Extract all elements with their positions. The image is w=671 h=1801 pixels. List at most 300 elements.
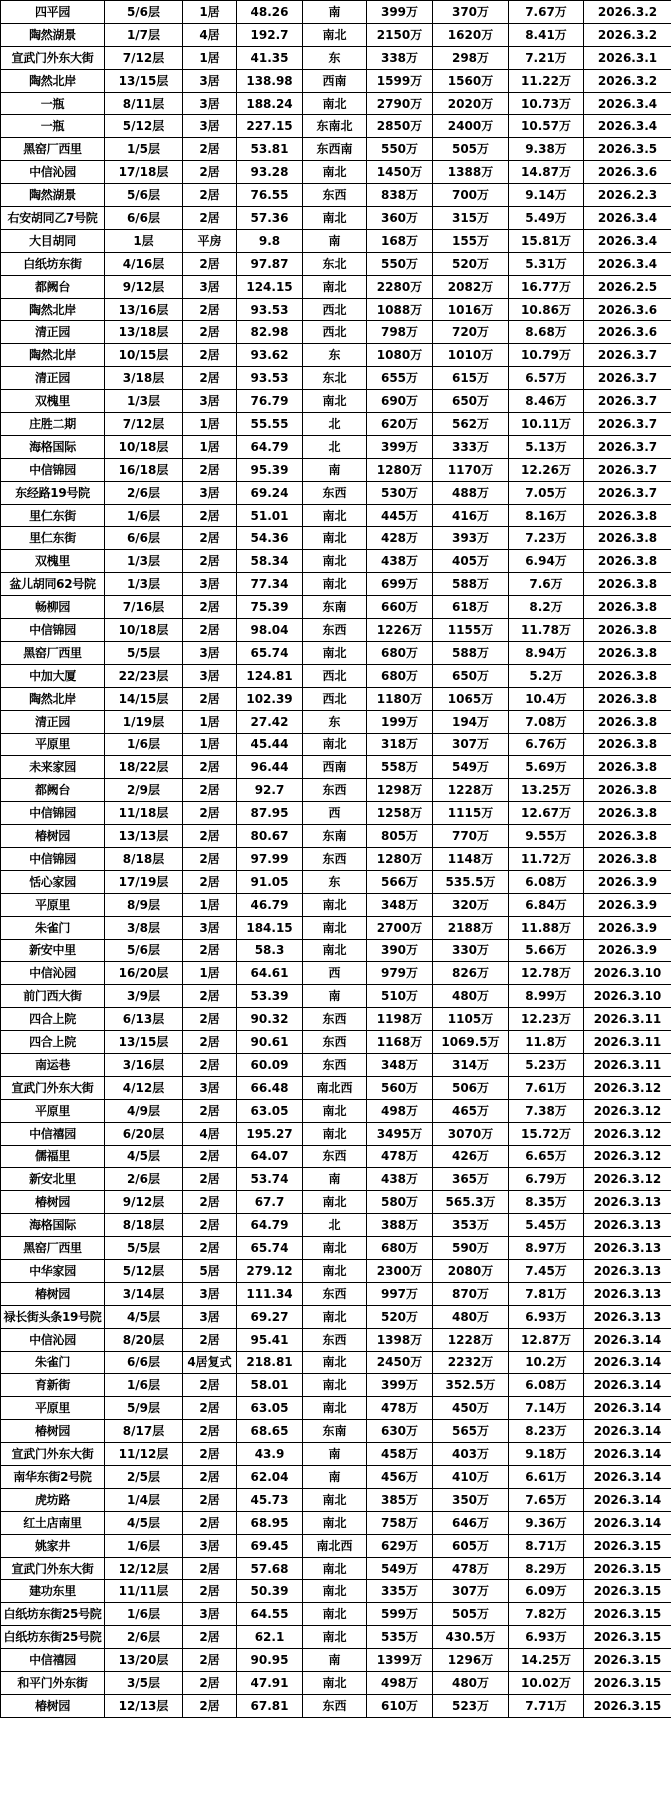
floor-cell: 4/9层 xyxy=(105,1099,183,1122)
orientation-cell: 南北 xyxy=(303,1603,367,1626)
deal-price-cell: 155万 xyxy=(433,229,509,252)
table-row xyxy=(1,1374,671,1397)
table-row xyxy=(1,1145,671,1168)
listed-price-cell: 1088万 xyxy=(367,298,433,321)
unit-price-cell: 6.84万 xyxy=(509,893,584,916)
table-row xyxy=(1,344,671,367)
deal-price-cell: 1155万 xyxy=(433,619,509,642)
deal-date-cell: 2026.3.2 xyxy=(584,69,671,92)
deal-date-cell: 2026.3.10 xyxy=(584,962,671,985)
floor-cell: 9/12层 xyxy=(105,1191,183,1214)
listed-price-cell: 630万 xyxy=(367,1420,433,1443)
table-row xyxy=(1,1282,671,1305)
community-name-cell: 陶然北岸 xyxy=(1,687,105,710)
unit-price-cell: 5.31万 xyxy=(509,252,584,275)
deal-price-cell: 770万 xyxy=(433,825,509,848)
floor-cell: 5/6层 xyxy=(105,1,183,24)
orientation-cell: 东西 xyxy=(303,1328,367,1351)
area-cell: 64.61 xyxy=(237,962,303,985)
community-name-cell: 平原里 xyxy=(1,1099,105,1122)
orientation-cell: 南北 xyxy=(303,1191,367,1214)
deal-price-cell: 2080万 xyxy=(433,1259,509,1282)
floor-cell: 5/12层 xyxy=(105,1259,183,1282)
deal-price-cell: 549万 xyxy=(433,756,509,779)
floor-cell: 11/18层 xyxy=(105,802,183,825)
floor-cell: 13/20层 xyxy=(105,1649,183,1672)
area-cell: 87.95 xyxy=(237,802,303,825)
unit-price-cell: 11.78万 xyxy=(509,619,584,642)
unit-price-cell: 5.23万 xyxy=(509,1053,584,1076)
layout-cell: 2居 xyxy=(183,1649,237,1672)
listed-price-cell: 498万 xyxy=(367,1672,433,1695)
orientation-cell: 东西 xyxy=(303,1694,367,1717)
unit-price-cell: 7.65万 xyxy=(509,1488,584,1511)
deal-date-cell: 2026.3.13 xyxy=(584,1214,671,1237)
community-name-cell: 中信沁园 xyxy=(1,962,105,985)
orientation-cell: 南 xyxy=(303,1,367,24)
deal-date-cell: 2026.3.4 xyxy=(584,252,671,275)
community-name-cell: 清正园 xyxy=(1,321,105,344)
table-row xyxy=(1,893,671,916)
area-cell: 63.05 xyxy=(237,1099,303,1122)
listed-price-cell: 399万 xyxy=(367,1374,433,1397)
listed-price-cell: 318万 xyxy=(367,733,433,756)
area-cell: 64.55 xyxy=(237,1603,303,1626)
listed-price-cell: 438万 xyxy=(367,1168,433,1191)
area-cell: 47.91 xyxy=(237,1672,303,1695)
deal-price-cell: 2188万 xyxy=(433,916,509,939)
layout-cell: 2居 xyxy=(183,1694,237,1717)
community-name-cell: 陶然湖景 xyxy=(1,184,105,207)
community-name-cell: 清正园 xyxy=(1,710,105,733)
deal-date-cell: 2026.2.5 xyxy=(584,275,671,298)
deal-date-cell: 2026.3.13 xyxy=(584,1282,671,1305)
area-cell: 45.73 xyxy=(237,1488,303,1511)
listed-price-cell: 680万 xyxy=(367,1237,433,1260)
area-cell: 93.53 xyxy=(237,298,303,321)
layout-cell: 2居 xyxy=(183,847,237,870)
orientation-cell: 南北 xyxy=(303,92,367,115)
layout-cell: 3居 xyxy=(183,641,237,664)
unit-price-cell: 8.41万 xyxy=(509,23,584,46)
deal-price-cell: 700万 xyxy=(433,184,509,207)
floor-cell: 8/18层 xyxy=(105,847,183,870)
orientation-cell: 东西 xyxy=(303,847,367,870)
area-cell: 64.79 xyxy=(237,435,303,458)
layout-cell: 1居 xyxy=(183,46,237,69)
table-row xyxy=(1,138,671,161)
listed-price-cell: 399万 xyxy=(367,1,433,24)
community-name-cell: 未来家园 xyxy=(1,756,105,779)
floor-cell: 13/15层 xyxy=(105,1031,183,1054)
deal-date-cell: 2026.3.8 xyxy=(584,756,671,779)
layout-cell: 4居复式 xyxy=(183,1351,237,1374)
unit-price-cell: 13.25万 xyxy=(509,779,584,802)
deal-price-cell: 3070万 xyxy=(433,1122,509,1145)
layout-cell: 1居 xyxy=(183,893,237,916)
community-name-cell: 中信锦园 xyxy=(1,458,105,481)
orientation-cell: 东 xyxy=(303,344,367,367)
table-row xyxy=(1,802,671,825)
unit-price-cell: 5.49万 xyxy=(509,207,584,230)
deal-date-cell: 2026.3.14 xyxy=(584,1328,671,1351)
floor-cell: 5/6层 xyxy=(105,184,183,207)
listed-price-cell: 3495万 xyxy=(367,1122,433,1145)
orientation-cell: 西南 xyxy=(303,756,367,779)
layout-cell: 2居 xyxy=(183,1191,237,1214)
unit-price-cell: 6.08万 xyxy=(509,1374,584,1397)
area-cell: 102.39 xyxy=(237,687,303,710)
area-cell: 95.41 xyxy=(237,1328,303,1351)
deal-date-cell: 2026.3.15 xyxy=(584,1649,671,1672)
layout-cell: 1居 xyxy=(183,733,237,756)
deal-date-cell: 2026.3.7 xyxy=(584,390,671,413)
deal-price-cell: 480万 xyxy=(433,1672,509,1695)
community-name-cell: 陶然北岸 xyxy=(1,298,105,321)
listed-price-cell: 566万 xyxy=(367,870,433,893)
unit-price-cell: 8.71万 xyxy=(509,1534,584,1557)
deal-price-cell: 520万 xyxy=(433,252,509,275)
orientation-cell: 西北 xyxy=(303,298,367,321)
listed-price-cell: 558万 xyxy=(367,756,433,779)
layout-cell: 2居 xyxy=(183,161,237,184)
table-row xyxy=(1,481,671,504)
unit-price-cell: 8.46万 xyxy=(509,390,584,413)
deal-date-cell: 2026.3.9 xyxy=(584,916,671,939)
area-cell: 279.12 xyxy=(237,1259,303,1282)
orientation-cell: 南北西 xyxy=(303,1534,367,1557)
deal-date-cell: 2026.3.15 xyxy=(584,1694,671,1717)
listing-table-body xyxy=(1,1,671,1718)
deal-date-cell: 2026.3.14 xyxy=(584,1466,671,1489)
floor-cell: 2/6层 xyxy=(105,481,183,504)
floor-cell: 4/5层 xyxy=(105,1145,183,1168)
floor-cell: 13/18层 xyxy=(105,321,183,344)
table-row xyxy=(1,1626,671,1649)
deal-date-cell: 2026.3.15 xyxy=(584,1603,671,1626)
listed-price-cell: 498万 xyxy=(367,1099,433,1122)
community-name-cell: 中信锦园 xyxy=(1,802,105,825)
deal-price-cell: 1065万 xyxy=(433,687,509,710)
listed-price-cell: 620万 xyxy=(367,413,433,436)
community-name-cell: 陶然湖景 xyxy=(1,23,105,46)
unit-price-cell: 6.61万 xyxy=(509,1466,584,1489)
listed-price-cell: 2790万 xyxy=(367,92,433,115)
deal-price-cell: 2232万 xyxy=(433,1351,509,1374)
unit-price-cell: 6.94万 xyxy=(509,550,584,573)
deal-date-cell: 2026.3.9 xyxy=(584,893,671,916)
community-name-cell: 清正园 xyxy=(1,367,105,390)
deal-price-cell: 450万 xyxy=(433,1397,509,1420)
listed-price-cell: 385万 xyxy=(367,1488,433,1511)
deal-date-cell: 2026.3.8 xyxy=(584,641,671,664)
orientation-cell: 南北 xyxy=(303,1511,367,1534)
deal-price-cell: 2400万 xyxy=(433,115,509,138)
community-name-cell: 右安胡同乙7号院 xyxy=(1,207,105,230)
unit-price-cell: 5.45万 xyxy=(509,1214,584,1237)
area-cell: 188.24 xyxy=(237,92,303,115)
floor-cell: 11/12层 xyxy=(105,1443,183,1466)
floor-cell: 13/15层 xyxy=(105,69,183,92)
floor-cell: 5/6层 xyxy=(105,939,183,962)
deal-price-cell: 826万 xyxy=(433,962,509,985)
listed-price-cell: 1398万 xyxy=(367,1328,433,1351)
unit-price-cell: 9.18万 xyxy=(509,1443,584,1466)
community-name-cell: 宣武门外东大街 xyxy=(1,46,105,69)
community-name-cell: 中信禧园 xyxy=(1,1122,105,1145)
layout-cell: 3居 xyxy=(183,916,237,939)
unit-price-cell: 10.73万 xyxy=(509,92,584,115)
table-row xyxy=(1,413,671,436)
listed-price-cell: 1399万 xyxy=(367,1649,433,1672)
layout-cell: 2居 xyxy=(183,1626,237,1649)
floor-cell: 13/16层 xyxy=(105,298,183,321)
listed-price-cell: 2850万 xyxy=(367,115,433,138)
table-row xyxy=(1,596,671,619)
orientation-cell: 东西 xyxy=(303,619,367,642)
listed-price-cell: 338万 xyxy=(367,46,433,69)
community-name-cell: 平原里 xyxy=(1,893,105,916)
unit-price-cell: 9.55万 xyxy=(509,825,584,848)
deal-price-cell: 410万 xyxy=(433,1466,509,1489)
community-name-cell: 陶然北岸 xyxy=(1,69,105,92)
listed-price-cell: 530万 xyxy=(367,481,433,504)
layout-cell: 2居 xyxy=(183,1237,237,1260)
unit-price-cell: 10.11万 xyxy=(509,413,584,436)
orientation-cell: 北 xyxy=(303,413,367,436)
area-cell: 91.05 xyxy=(237,870,303,893)
unit-price-cell: 10.57万 xyxy=(509,115,584,138)
listed-price-cell: 838万 xyxy=(367,184,433,207)
listed-price-cell: 1280万 xyxy=(367,458,433,481)
unit-price-cell: 14.25万 xyxy=(509,1649,584,1672)
orientation-cell: 南北 xyxy=(303,23,367,46)
table-row xyxy=(1,252,671,275)
listed-price-cell: 335万 xyxy=(367,1580,433,1603)
floor-cell: 6/20层 xyxy=(105,1122,183,1145)
table-row xyxy=(1,1122,671,1145)
deal-date-cell: 2026.3.8 xyxy=(584,779,671,802)
orientation-cell: 南北 xyxy=(303,1305,367,1328)
table-row xyxy=(1,321,671,344)
area-cell: 51.01 xyxy=(237,504,303,527)
layout-cell: 2居 xyxy=(183,1328,237,1351)
community-name-cell: 禄长街头条19号院 xyxy=(1,1305,105,1328)
listed-price-cell: 1258万 xyxy=(367,802,433,825)
listed-price-cell: 510万 xyxy=(367,985,433,1008)
deal-date-cell: 2026.3.4 xyxy=(584,115,671,138)
listed-price-cell: 2300万 xyxy=(367,1259,433,1282)
deal-price-cell: 565万 xyxy=(433,1420,509,1443)
orientation-cell: 南北 xyxy=(303,893,367,916)
deal-date-cell: 2026.3.14 xyxy=(584,1397,671,1420)
floor-cell: 3/9层 xyxy=(105,985,183,1008)
orientation-cell: 西北 xyxy=(303,664,367,687)
table-row xyxy=(1,733,671,756)
deal-date-cell: 2026.3.10 xyxy=(584,985,671,1008)
orientation-cell: 南 xyxy=(303,985,367,1008)
deal-price-cell: 535.5万 xyxy=(433,870,509,893)
floor-cell: 17/19层 xyxy=(105,870,183,893)
table-row xyxy=(1,23,671,46)
listed-price-cell: 2280万 xyxy=(367,275,433,298)
area-cell: 92.7 xyxy=(237,779,303,802)
layout-cell: 2居 xyxy=(183,939,237,962)
community-name-cell: 育新街 xyxy=(1,1374,105,1397)
listed-price-cell: 390万 xyxy=(367,939,433,962)
area-cell: 66.48 xyxy=(237,1076,303,1099)
unit-price-cell: 10.02万 xyxy=(509,1672,584,1695)
deal-price-cell: 1388万 xyxy=(433,161,509,184)
community-name-cell: 中信锦园 xyxy=(1,847,105,870)
unit-price-cell: 6.93万 xyxy=(509,1305,584,1328)
table-row xyxy=(1,870,671,893)
floor-cell: 2/6层 xyxy=(105,1626,183,1649)
listed-price-cell: 360万 xyxy=(367,207,433,230)
orientation-cell: 南北 xyxy=(303,207,367,230)
table-row xyxy=(1,1259,671,1282)
floor-cell: 12/13层 xyxy=(105,1694,183,1717)
unit-price-cell: 16.77万 xyxy=(509,275,584,298)
listed-price-cell: 1298万 xyxy=(367,779,433,802)
deal-date-cell: 2026.3.8 xyxy=(584,687,671,710)
deal-date-cell: 2026.3.14 xyxy=(584,1488,671,1511)
unit-price-cell: 9.36万 xyxy=(509,1511,584,1534)
table-row xyxy=(1,687,671,710)
deal-price-cell: 1228万 xyxy=(433,779,509,802)
community-name-cell: 四合上院 xyxy=(1,1031,105,1054)
listed-price-cell: 1168万 xyxy=(367,1031,433,1054)
community-name-cell: 建功东里 xyxy=(1,1580,105,1603)
deal-price-cell: 307万 xyxy=(433,1580,509,1603)
unit-price-cell: 8.23万 xyxy=(509,1420,584,1443)
floor-cell: 4/5层 xyxy=(105,1305,183,1328)
area-cell: 93.28 xyxy=(237,161,303,184)
community-name-cell: 平原里 xyxy=(1,733,105,756)
unit-price-cell: 7.6万 xyxy=(509,573,584,596)
floor-cell: 10/18层 xyxy=(105,619,183,642)
deal-date-cell: 2026.3.14 xyxy=(584,1420,671,1443)
deal-date-cell: 2026.3.1 xyxy=(584,46,671,69)
deal-price-cell: 488万 xyxy=(433,481,509,504)
table-row xyxy=(1,1466,671,1489)
layout-cell: 2居 xyxy=(183,252,237,275)
floor-cell: 3/8层 xyxy=(105,916,183,939)
layout-cell: 2居 xyxy=(183,1145,237,1168)
deal-date-cell: 2026.3.2 xyxy=(584,23,671,46)
listed-price-cell: 550万 xyxy=(367,252,433,275)
area-cell: 97.87 xyxy=(237,252,303,275)
floor-cell: 2/5层 xyxy=(105,1466,183,1489)
deal-price-cell: 1115万 xyxy=(433,802,509,825)
floor-cell: 5/5层 xyxy=(105,641,183,664)
listed-price-cell: 550万 xyxy=(367,138,433,161)
community-name-cell: 姚家井 xyxy=(1,1534,105,1557)
deal-price-cell: 588万 xyxy=(433,641,509,664)
area-cell: 62.1 xyxy=(237,1626,303,1649)
area-cell: 68.95 xyxy=(237,1511,303,1534)
table-row xyxy=(1,1099,671,1122)
layout-cell: 2居 xyxy=(183,207,237,230)
deal-date-cell: 2026.3.8 xyxy=(584,504,671,527)
listed-price-cell: 798万 xyxy=(367,321,433,344)
area-cell: 27.42 xyxy=(237,710,303,733)
floor-cell: 18/22层 xyxy=(105,756,183,779)
orientation-cell: 南北 xyxy=(303,1122,367,1145)
deal-date-cell: 2026.3.7 xyxy=(584,458,671,481)
unit-price-cell: 5.2万 xyxy=(509,664,584,687)
floor-cell: 8/18层 xyxy=(105,1214,183,1237)
floor-cell: 3/16层 xyxy=(105,1053,183,1076)
deal-price-cell: 365万 xyxy=(433,1168,509,1191)
listed-price-cell: 1226万 xyxy=(367,619,433,642)
table-row xyxy=(1,756,671,779)
unit-price-cell: 7.82万 xyxy=(509,1603,584,1626)
community-name-cell: 宣武门外东大街 xyxy=(1,1557,105,1580)
unit-price-cell: 8.97万 xyxy=(509,1237,584,1260)
table-row xyxy=(1,435,671,458)
orientation-cell: 南北 xyxy=(303,1351,367,1374)
floor-cell: 5/9层 xyxy=(105,1397,183,1420)
area-cell: 192.7 xyxy=(237,23,303,46)
orientation-cell: 西南 xyxy=(303,69,367,92)
orientation-cell: 西北 xyxy=(303,321,367,344)
unit-price-cell: 8.94万 xyxy=(509,641,584,664)
layout-cell: 2居 xyxy=(183,138,237,161)
layout-cell: 2居 xyxy=(183,1488,237,1511)
deal-date-cell: 2026.3.11 xyxy=(584,1031,671,1054)
area-cell: 67.7 xyxy=(237,1191,303,1214)
floor-cell: 1层 xyxy=(105,229,183,252)
deal-price-cell: 2082万 xyxy=(433,275,509,298)
layout-cell: 1居 xyxy=(183,435,237,458)
unit-price-cell: 7.81万 xyxy=(509,1282,584,1305)
community-name-cell: 盆儿胡同62号院 xyxy=(1,573,105,596)
orientation-cell: 南 xyxy=(303,1466,367,1489)
floor-cell: 6/6层 xyxy=(105,527,183,550)
community-name-cell: 椿树园 xyxy=(1,1282,105,1305)
community-name-cell: 中信锦园 xyxy=(1,619,105,642)
layout-cell: 2居 xyxy=(183,1580,237,1603)
unit-price-cell: 6.65万 xyxy=(509,1145,584,1168)
area-cell: 60.09 xyxy=(237,1053,303,1076)
listed-price-cell: 2450万 xyxy=(367,1351,433,1374)
deal-price-cell: 1560万 xyxy=(433,69,509,92)
floor-cell: 3/18层 xyxy=(105,367,183,390)
community-name-cell: 宣武门外东大街 xyxy=(1,1443,105,1466)
deal-date-cell: 2026.3.15 xyxy=(584,1672,671,1695)
deal-price-cell: 590万 xyxy=(433,1237,509,1260)
orientation-cell: 南北 xyxy=(303,1488,367,1511)
deal-date-cell: 2026.3.15 xyxy=(584,1534,671,1557)
community-name-cell: 宣武门外东大街 xyxy=(1,1076,105,1099)
floor-cell: 1/7层 xyxy=(105,23,183,46)
listed-price-cell: 690万 xyxy=(367,390,433,413)
layout-cell: 2居 xyxy=(183,1443,237,1466)
unit-price-cell: 7.45万 xyxy=(509,1259,584,1282)
orientation-cell: 西 xyxy=(303,962,367,985)
community-name-cell: 黑窑厂西里 xyxy=(1,641,105,664)
listed-price-cell: 458万 xyxy=(367,1443,433,1466)
community-name-cell: 朱雀门 xyxy=(1,916,105,939)
layout-cell: 2居 xyxy=(183,1557,237,1580)
community-name-cell: 四平园 xyxy=(1,1,105,24)
floor-cell: 1/3层 xyxy=(105,390,183,413)
listed-price-cell: 1080万 xyxy=(367,344,433,367)
listed-price-cell: 1280万 xyxy=(367,847,433,870)
orientation-cell: 南北 xyxy=(303,733,367,756)
floor-cell: 1/6层 xyxy=(105,1603,183,1626)
